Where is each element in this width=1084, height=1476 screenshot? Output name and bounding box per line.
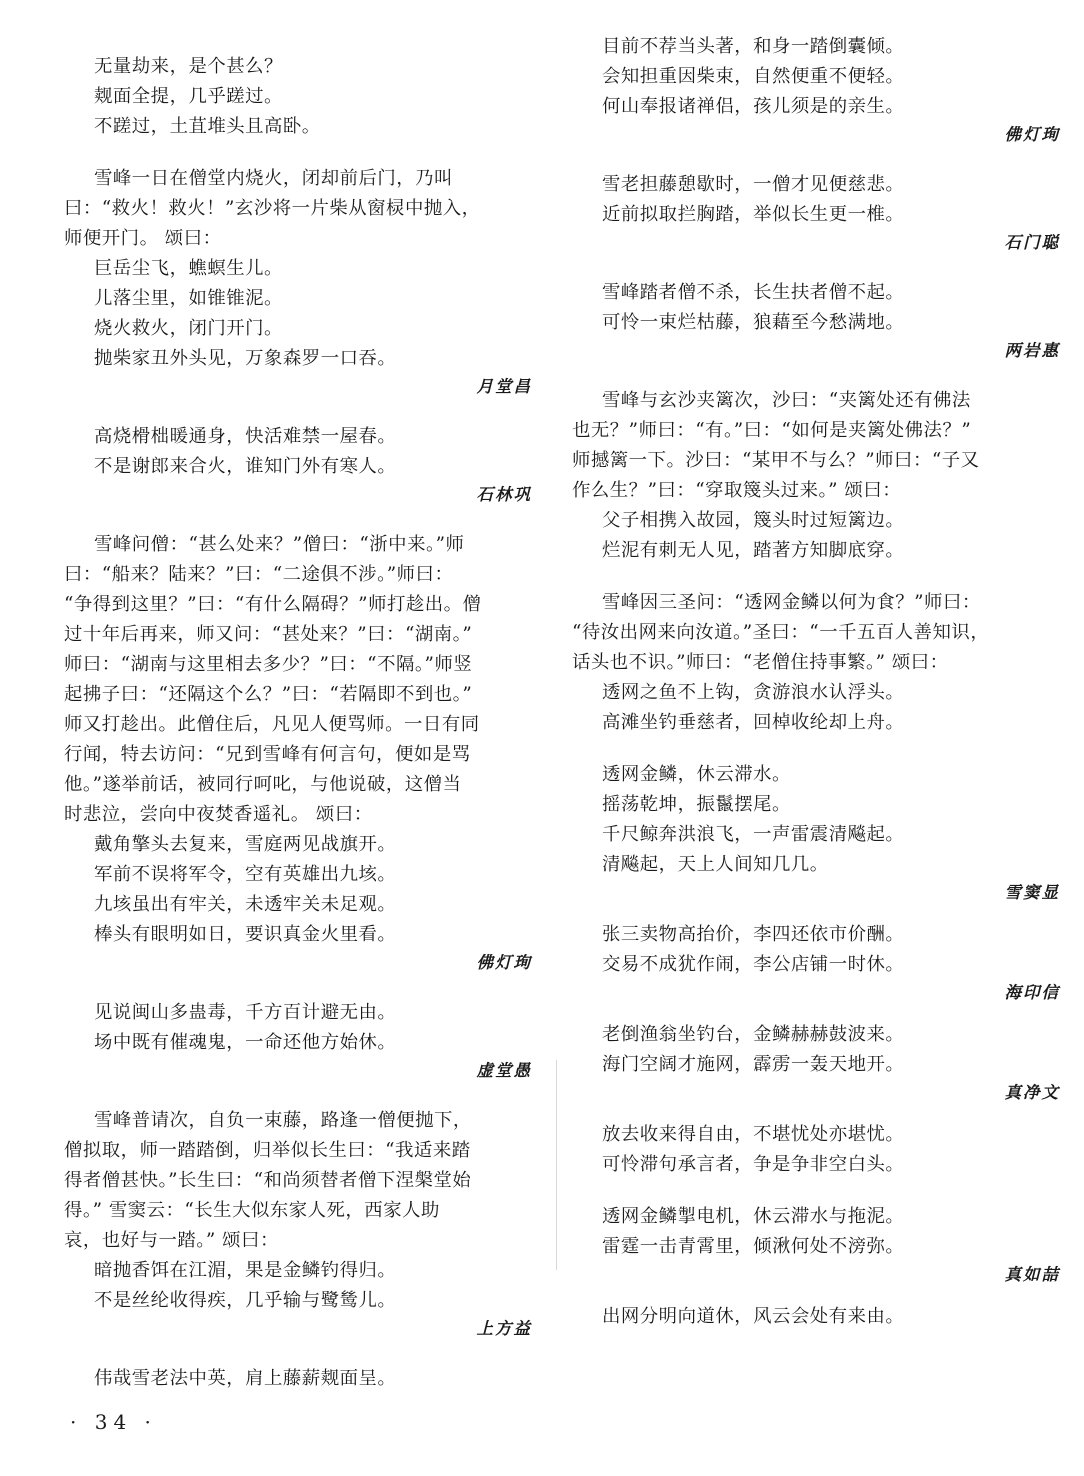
verse-line: 不蹉过，土苴堆头且高卧。 — [94, 116, 321, 137]
verse-block — [64, 254, 536, 374]
prose-line: 师又打趁出。此僧住后，凡见人便骂师。一日有同 — [64, 714, 480, 735]
prose-line: “争得到这里？”曰：“有什么隔碍？”师打趁出。僧 — [64, 594, 482, 615]
verse-block — [572, 32, 1064, 122]
prose-line: 他。”遂举前话，被同行呵叱，与他说破，这僧当 — [64, 774, 462, 795]
verse-line: 放去收来得自由，不堪忧处亦堪忧。 — [602, 1124, 905, 1145]
verse-block — [572, 170, 1064, 230]
prose-paragraph — [572, 386, 1064, 506]
verse-line: 父子相携入故园，篾头时过短篱边。 — [602, 510, 905, 531]
verse-block — [64, 52, 536, 142]
verse-line: 场中既有催魂鬼，一命还他方始休。 — [94, 1032, 397, 1053]
column-divider — [556, 1060, 557, 1270]
verse-line: 清飚起，天上人间知几几。 — [602, 854, 829, 875]
verse-line: 可怜滞句承言者，争是争非空白头。 — [602, 1154, 905, 1175]
verse-attribution: 石门聪 — [1004, 233, 1060, 252]
verse-line: 无量劫来，是个甚么？ — [94, 56, 283, 77]
prose-paragraph — [64, 530, 536, 830]
verse-block — [572, 678, 1064, 738]
verse-line: 抛柴家丑外头见，万象森罗一口吞。 — [94, 348, 397, 369]
verse-line: 棒头有眼明如日，要识真金火里看。 — [94, 924, 397, 945]
verse-line: 巨岳尘飞，蟭螟生儿。 — [94, 258, 283, 279]
verse-line: 不是丝纶收得疾，几乎输与鹭鸶儿。 — [94, 1290, 397, 1311]
prose-line: 过十年后再来，师又问：“甚处来？”曰：“湖南。” — [64, 624, 473, 645]
verse-line: 透网金鳞掣电机，休云滞水与拖泥。 — [602, 1206, 905, 1227]
verse-line: 老倒渔翁坐钓台，金鳞赫赫鼓波来。 — [602, 1024, 905, 1045]
prose-line: 曰：“救火！救火！”玄沙将一片柴从窗棂中抛入， — [64, 198, 481, 219]
verse-attribution: 上方益 — [476, 1319, 532, 1338]
prose-line: 雪峰一日在僧堂内烧火，闭却前后门，乃叫 — [94, 168, 453, 189]
verse-line: 不是谢郎来合火，谁知门外有寒人。 — [94, 456, 397, 477]
verse-block — [64, 830, 536, 950]
prose-line: 得。” 雪窦云：“长生大似东家人死，西家人助 — [64, 1200, 440, 1221]
left-column — [64, 0, 536, 1394]
verse-attribution: 石林巩 — [476, 485, 532, 504]
verse-line: 暗抛香饵在江湄，果是金鳞钓得归。 — [94, 1260, 397, 1281]
verse-attribution: 雪窦显 — [1004, 883, 1060, 902]
verse-block — [64, 1256, 536, 1316]
verse-block — [572, 506, 1064, 566]
verse-line: 高烧榾柮暖通身，快活难禁一屋春。 — [94, 426, 397, 447]
prose-line: 行闻，特去访问：“兄到雪峰有何言句，便如是骂 — [64, 744, 471, 765]
verse-block — [572, 760, 1064, 880]
prose-line: 话头也不识。”师曰：“老僧住持事繁。” 颂曰： — [572, 652, 949, 673]
verse-line: 张三卖物高抬价，李四还依市价酬。 — [602, 924, 905, 945]
prose-line: 哀，也好与一踏。” 颂曰： — [64, 1230, 279, 1251]
verse-block — [572, 1302, 1064, 1332]
verse-line: 摇荡乾坤，振鬣摆尾。 — [602, 794, 791, 815]
verse-line: 九垓虽出有牢关，未透牢关未足观。 — [94, 894, 397, 915]
verse-line: 近前拟取拦胸踏，举似长生更一椎。 — [602, 204, 905, 225]
prose-line: 师曰：“湖南与这里相去多少？”曰：“不隔。”师竖 — [64, 654, 473, 675]
verse-line: 千尺鲸奔洪浪飞，一声雷震清飚起。 — [602, 824, 905, 845]
verse-block — [64, 422, 536, 482]
verse-line: 儿落尘里，如锥锥泥。 — [94, 288, 283, 309]
right-column — [572, 0, 1064, 1332]
prose-line: 师撼篱一下。沙曰：“某甲不与么？”师曰：“子又 — [572, 450, 980, 471]
verse-line: 透网金鳞，休云滞水。 — [602, 764, 791, 785]
verse-block — [572, 1202, 1064, 1262]
verse-line: 出网分明向道休，风云会处有来由。 — [602, 1306, 905, 1327]
verse-line: 目前不荐当头著，和身一踏倒囊倾。 — [602, 36, 905, 57]
prose-line: 曰：“船来？陆来？”曰：“二途俱不涉。”师曰： — [64, 564, 454, 585]
verse-line: 何山奉报诸禅侣，孩儿须是的亲生。 — [602, 96, 905, 117]
prose-line: 雪峰与玄沙夹篱次，沙曰：“夹篱处还有佛法 — [602, 390, 971, 411]
verse-attribution: 佛灯珣 — [1004, 125, 1060, 144]
prose-line: 起拂子曰：“还隔这个么？”曰：“若隔即不到也。” — [64, 684, 473, 705]
verse-block — [572, 920, 1064, 980]
verse-attribution: 月堂昌 — [476, 377, 532, 396]
verse-attribution: 虚堂愚 — [476, 1061, 532, 1080]
verse-block — [64, 1364, 536, 1394]
verse-line: 高滩坐钓垂慈者，回棹收纶却上舟。 — [602, 712, 905, 733]
prose-line: 雪峰问僧：“甚么处来？”僧曰：“浙中来。”师 — [94, 534, 465, 555]
prose-paragraph — [64, 164, 536, 254]
verse-block — [572, 1020, 1064, 1080]
prose-line: 作么生？”曰：“穿取篾头过来。” 颂曰： — [572, 480, 902, 501]
prose-paragraph — [572, 588, 1064, 678]
verse-attribution: 两岩惠 — [1004, 341, 1060, 360]
verse-line: 透网之鱼不上钩，贪游浪水认浮头。 — [602, 682, 905, 703]
verse-attribution: 海印信 — [1004, 983, 1060, 1002]
verse-block — [572, 278, 1064, 338]
prose-line: 雪峰因三圣问：“透网金鳞以何为食？”师曰： — [602, 592, 981, 613]
verse-line: 雪老担藤憩歇时，一僧才见便慈悲。 — [602, 174, 905, 195]
verse-line: 雪峰踏者僧不杀，长生扶者僧不起。 — [602, 282, 905, 303]
prose-line: 师便开门。 颂曰： — [64, 228, 222, 249]
prose-line: 时悲泣，尝向中夜焚香遥礼。 颂曰： — [64, 804, 373, 825]
verse-line: 会知担重因柴束，自然便重不便轻。 — [602, 66, 905, 87]
verse-attribution: 真如喆 — [1004, 1265, 1060, 1284]
prose-line: 得者僧甚快。”长生曰：“和尚须替者僧下涅槃堂始 — [64, 1170, 472, 1191]
prose-line: 雪峰普请次，自负一束藤，路逢一僧便抛下， — [94, 1110, 472, 1131]
verse-line: 见说闽山多蛊毒，千方百计避无由。 — [94, 1002, 397, 1023]
verse-line: 伟哉雪老法中英，肩上藤薪觌面呈。 — [94, 1368, 397, 1389]
verse-line: 烂泥有刺无人见，踏著方知脚底穿。 — [602, 540, 905, 561]
verse-line: 雷霆一击青霄里，倾湫何处不滂弥。 — [602, 1236, 905, 1257]
prose-paragraph — [64, 1106, 536, 1256]
prose-line: 僧拟取，师一踏踏倒，归举似长生曰：“我适来踏 — [64, 1140, 471, 1161]
verse-attribution: 佛灯珣 — [476, 953, 532, 972]
verse-line: 军前不误将军令，空有英雄出九垓。 — [94, 864, 397, 885]
verse-line: 烧火救火，闭门开门。 — [94, 318, 283, 339]
prose-line: 也无？”师曰：“有。”曰：“如何是夹篱处佛法？” — [572, 420, 972, 441]
prose-line: “待汝出网来向汝道。”圣曰：“一千五百人善知识， — [572, 622, 990, 643]
verse-block — [64, 998, 536, 1058]
verse-attribution: 真净文 — [1004, 1083, 1060, 1102]
verse-line: 交易不成犹作闹，李公店铺一时休。 — [602, 954, 905, 975]
verse-line: 可怜一束烂枯藤，狼藉至今愁满地。 — [602, 312, 905, 333]
verse-line: 戴角擎头去复来，雪庭两见战旗开。 — [94, 834, 397, 855]
page-number: · 34 · — [70, 1410, 157, 1434]
verse-block — [572, 1120, 1064, 1180]
verse-line: 觌面全提，几乎蹉过。 — [94, 86, 283, 107]
verse-line: 海门空阔才施网，霹雳一轰天地开。 — [602, 1054, 905, 1075]
